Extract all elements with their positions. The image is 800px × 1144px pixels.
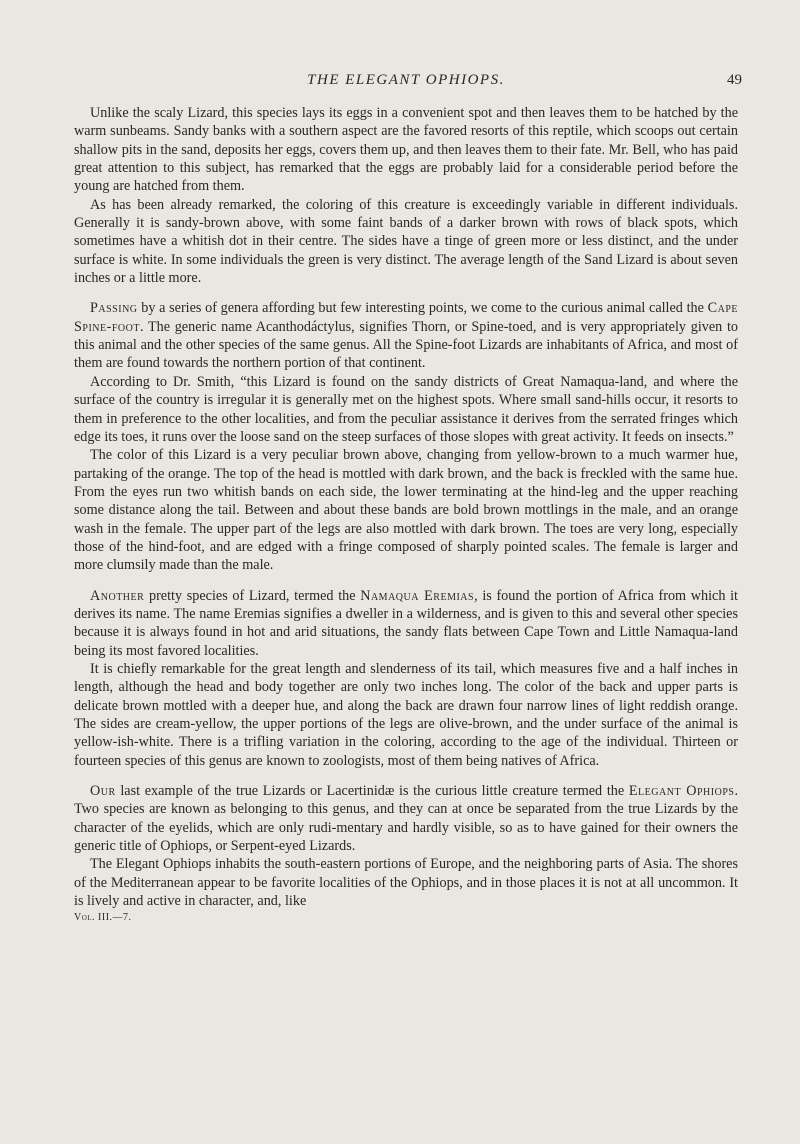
paragraph-smith-quote: According to Dr. Smith, “this Lizard is found on the sandy districts of Great Namaqua-land, and where the surface of the country is irregular it is generally met on the highest spots. Where small sand-hills occur, it resorts to them in preference to the other localities, and from the peculiar assistance it derives from the serrated fringes which edge its toes, it runs over the loose sand on the steep surfaces of those slopes with great activity. It feeds on insects.” — [74, 373, 738, 445]
volume-signature: Vol. III.—7. — [74, 912, 132, 924]
running-head — [74, 72, 742, 94]
page-number: 49 — [727, 72, 742, 88]
section-lead-word: Our — [90, 783, 116, 800]
section-lead-word: Another — [90, 587, 145, 604]
paragraph-eggs: Unlike the scaly Lizard, this species lays its eggs in a convenient spot and then leaves them to be hatched by the warm sunbeams. Sandy banks with a southern aspect are the favored resorts of this reptile, which scoops out certain shallow pits in the sand, deposits her eggs, covers them up, and then leaves them to their fate. Mr. Bell, who has paid great attention to this subject, has remarked that the eggs are probably laid for a considerable period before the young are hatched from them. — [74, 105, 738, 195]
paragraph-eremias-intro: Another pretty species of Lizard, termed the Namaqua Eremias, is found the portion of Africa from which it derives its name. The name Eremias signifies a dweller in a wilderness, and is given to this and several other species because it is always found in hot and arid situations, the sandy flats between Cape Town and Little Namaqua-land being its most favored localities. — [74, 587, 738, 659]
species-name: Namaqua Eremias — [360, 587, 475, 604]
paragraph-ophiops-intro: Our last example of the true Lizards or Lacertinidæ is the curious little creature termed the Elegant Ophiops. Two species are known as belonging to this genus, and they can at once be separated from the true Lizards by the character of the eyelids, which are only rudi-mentary and hardly visible, so as to have gained for their owners the generic title of Ophiops, or Serpent-eyed Lizards. — [74, 783, 738, 855]
paragraph-spine-foot-color: The color of this Lizard is a very peculiar brown above, changing from yellow-brown to a much warmer hue, partaking of the orange. The top of the head is mottled with dark brown, and the back is freckled with the same hue. From the eyes run two whitish bands on each side, the lower terminating at the hind-leg and the upper reaching some distance along the tail. Between and about these bands are bold brown mottlings in the male, and an orange wash in the female. The upper part of the legs are also mottled with dark brown. The toes are very long, especially those of the hind-foot, and are edged with a fringe composed of sharply pointed scales. The female is larger and more clumsily made than the male. — [74, 447, 738, 574]
species-name: Cape Spine-foot — [74, 300, 738, 335]
species-name: Elegant Ophiops — [628, 783, 735, 800]
paragraph-spine-foot-intro: Passing by a series of genera affording but few interesting points, we come to the curious animal called the Cape Spine-foot. The generic name Acanthodáctylus, signifies Thorn, or Spine-toed, and is very appropriately given to this animal and the other species of the same genus. All the Spine-foot Lizards are inhabitants of Africa, and most of them are found towards the northern portion of that continent. — [74, 300, 738, 372]
paragraph-eremias-tail: It is chiefly remarkable for the great length and slenderness of its tail, which measures five and a half inches in length, although the head and body together are only two inches long. The color of the back and upper parts is delicate brown mottled with a deeper hue, and along the back are drawn four narrow lines of light reddish orange. The sides are cream-yellow, the upper portions of the legs are olive-brown, and the under surface of the animal is yellow-ish-white. There is a trifling variation in the coloring, according to the age of the individual. Thirteen or fourteen species of this genus are known to zoologists, most of them being natives of Africa. — [74, 660, 738, 769]
running-title: THE ELEGANT OPHIOPS. — [307, 72, 505, 88]
paragraph-coloring: As has been already remarked, the coloring of this creature is exceedingly variable in different individuals. Generally it is sandy-brown above, with some faint bands of a darker brown with rows of black spots, which sometimes have a whitish dot in their centre. The sides have a tinge of green more or less distinct, and the under surface is white. In some individuals the green is very distinct. The average length of the Sand Lizard is about seven inches or a little more. — [74, 196, 738, 287]
body-text — [74, 104, 738, 910]
paragraph-ophiops-habitat: The Elegant Ophiops inhabits the south-eastern portions of Europe, and the neighboring parts of Asia. The shores of the Mediterranean appear to be favorite localities of the Ophiops, and in those places it is not at all uncommon. It is lively and active in character, and, like — [74, 856, 738, 910]
section-lead-word: Passing — [90, 300, 138, 317]
